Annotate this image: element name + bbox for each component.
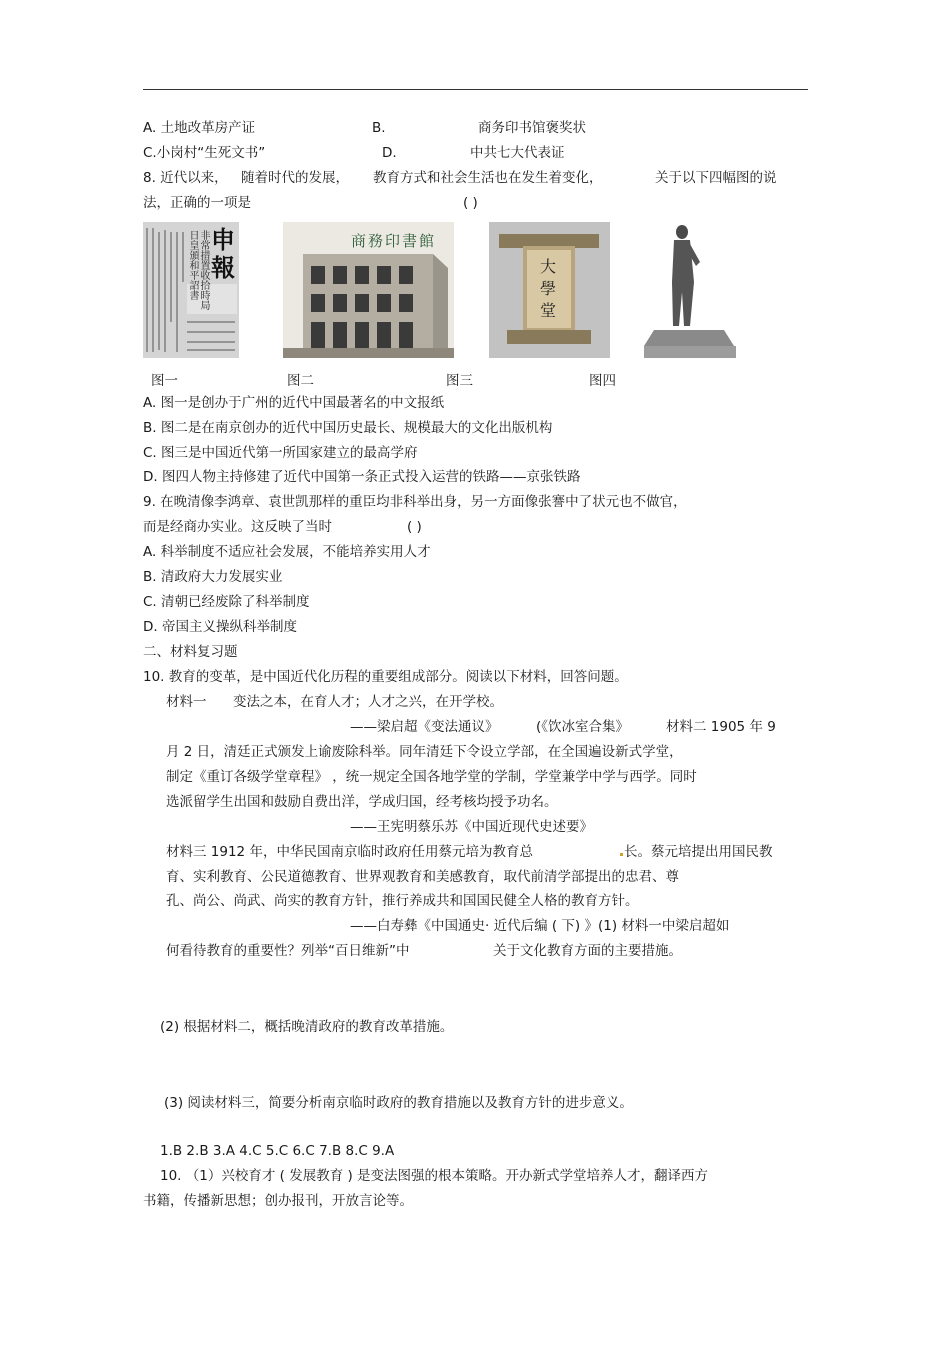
q8-stem-part1: 8. 近代以来， (143, 170, 228, 186)
newspaper-masthead: 申報 (211, 225, 235, 282)
q9-stem-line1: 9. 在晚清像李鸿章、袁世凯那样的重臣均非科举出身，另一方面像张謇中了状元也不做官， (143, 494, 687, 510)
q9-option-c: C. 清朝已经废除了科举制度 (143, 594, 310, 610)
statue-image (644, 222, 740, 358)
q8-option-d: D. 图四人物主持修建了近代中国第一条正式投入运营的铁路——京张铁路 (143, 469, 581, 485)
q8-option-b: B. 图二是在南京创办的近代中国历史最长、规模最大的文化出版机构 (143, 420, 553, 436)
figure-3-caption: 图三 (446, 373, 473, 389)
q9-stem-line2: 而是经商办实业。这反映了当时 (143, 519, 332, 535)
q8-stem-part2: 随着时代的发展， (241, 170, 349, 186)
material-3-line1b: 长。蔡元培提出用国民教 (624, 844, 773, 860)
newspaper-image (143, 222, 239, 358)
statue-drawing (644, 222, 740, 358)
q8-stem-part3: 教育方式和社会生活也在发生着变化， (373, 170, 603, 186)
sub-question-1-line2a: 何看待教育的重要性？列举“百日维新”中 (166, 943, 410, 959)
q9-answer-blank: ( ) (407, 519, 422, 535)
material-3-line1a: 材料三 1912 年，中华民国南京临时政府任用蔡元培为教育总 (166, 844, 533, 860)
material-1-source: ——梁启超《变法通议》 (350, 719, 499, 735)
material-1-source-2: (《饮冰室合集》 (536, 719, 630, 735)
q7-option-c: C.小岗村“生死文书” (143, 145, 266, 161)
sub-question-2: (2) 根据材料二，概括晚清政府的教育改革措施。 (160, 1019, 454, 1035)
newspaper-headline: 非常措置收拾時局 日皇頒和平詔書 (187, 230, 209, 310)
building-signboard: 商務印書館 (351, 232, 437, 250)
material-1-text: 变法之本，在育人才；人才之兴，在开学校。 (233, 694, 503, 710)
figure-1-caption: 图一 (151, 373, 178, 389)
material-3-line3: 孔、尚公、尚武、尚实的教育方针，推行养成共和国国民健全人格的教育方针。 (166, 893, 639, 909)
q8-answer-blank: ( ) (463, 195, 478, 211)
q10-stem: 10. 教育的变革，是中国近代化历程的重要组成部分。阅读以下材料，回答问题。 (143, 669, 628, 685)
q8-stem-part4: 关于以下四幅图的说 (655, 170, 777, 186)
material-2-line1: 月 2 日，清廷正式颁发上谕废除科举。同年清廷下令设立学部，在全国遍设新式学堂， (166, 744, 683, 760)
figure-2-caption: 图二 (287, 373, 314, 389)
material-3-line2: 育、实利教育、公民道德教育、世界观教育和美感教育，取代前清学部提出的忠君、尊 (166, 869, 679, 885)
answer-key-line2: 10. （1）兴校育才 ( 发展教育 ) 是变法图强的根本策略。开办新式学堂培养人才，翻译西方 (160, 1168, 709, 1184)
stray-mark (620, 853, 623, 856)
plaque-inscription: 大學堂 (540, 257, 557, 320)
sub-question-3: (3) 阅读材料三，简要分析南京临时政府的教育措施以及教育方针的进步意义。 (164, 1095, 633, 1111)
material-3-source: ——白寿彝《中国通史· 近代后编 ( 下) 》(1) 材料一中梁启超如 (350, 918, 730, 934)
material-2-line3: 选派留学生出国和鼓励自费出洋，学成归国，经考核均授予功名。 (166, 794, 558, 810)
answer-key-line3: 书籍，传播新思想；创办报刊，开放言论等。 (143, 1193, 413, 1209)
commercial-press-building-image (283, 222, 454, 358)
q7-option-b-text: 商务印书馆褒奖状 (478, 120, 586, 136)
figure-4-caption: 图四 (589, 373, 616, 389)
q8-stem-line2: 法，正确的一项是 (143, 195, 251, 211)
header-rule (143, 89, 808, 90)
section-heading: 二、材料复习题 (143, 644, 238, 660)
material-1-label: 材料一 (166, 694, 207, 710)
material-2-lead: 材料二 1905 年 9 (666, 719, 776, 735)
q9-option-d: D. 帝国主义操纵科举制度 (143, 619, 297, 635)
material-2-line2: 制定《重订各级学堂章程》 ，统一规定全国各地学堂的学制，学堂兼学中学与西学。同时 (166, 769, 697, 785)
q7-option-d-letter: D. (382, 145, 397, 161)
q7-option-d-text: 中共七大代表证 (470, 145, 565, 161)
q9-option-b: B. 清政府大力发展实业 (143, 569, 283, 585)
answer-key-line1: 1.B 2.B 3.A 4.C 5.C 6.C 7.B 8.C 9.A (160, 1143, 395, 1159)
q9-option-a: A. 科举制度不适应社会发展，不能培养实用人才 (143, 544, 431, 560)
q8-option-a: A. 图一是创办于广州的近代中国最著名的中文报纸 (143, 395, 445, 411)
q7-option-b-letter: B. (372, 120, 386, 136)
q8-option-c: C. 图三是中国近代第一所国家建立的最高学府 (143, 445, 418, 461)
q7-option-a: A. 土地改革房产证 (143, 120, 256, 136)
sub-question-1-line2b: 关于文化教育方面的主要措施。 (493, 943, 682, 959)
material-2-source: ——王宪明蔡乐苏《中国近现代史述要》 (350, 819, 593, 835)
imperial-university-plaque-image (489, 222, 610, 358)
